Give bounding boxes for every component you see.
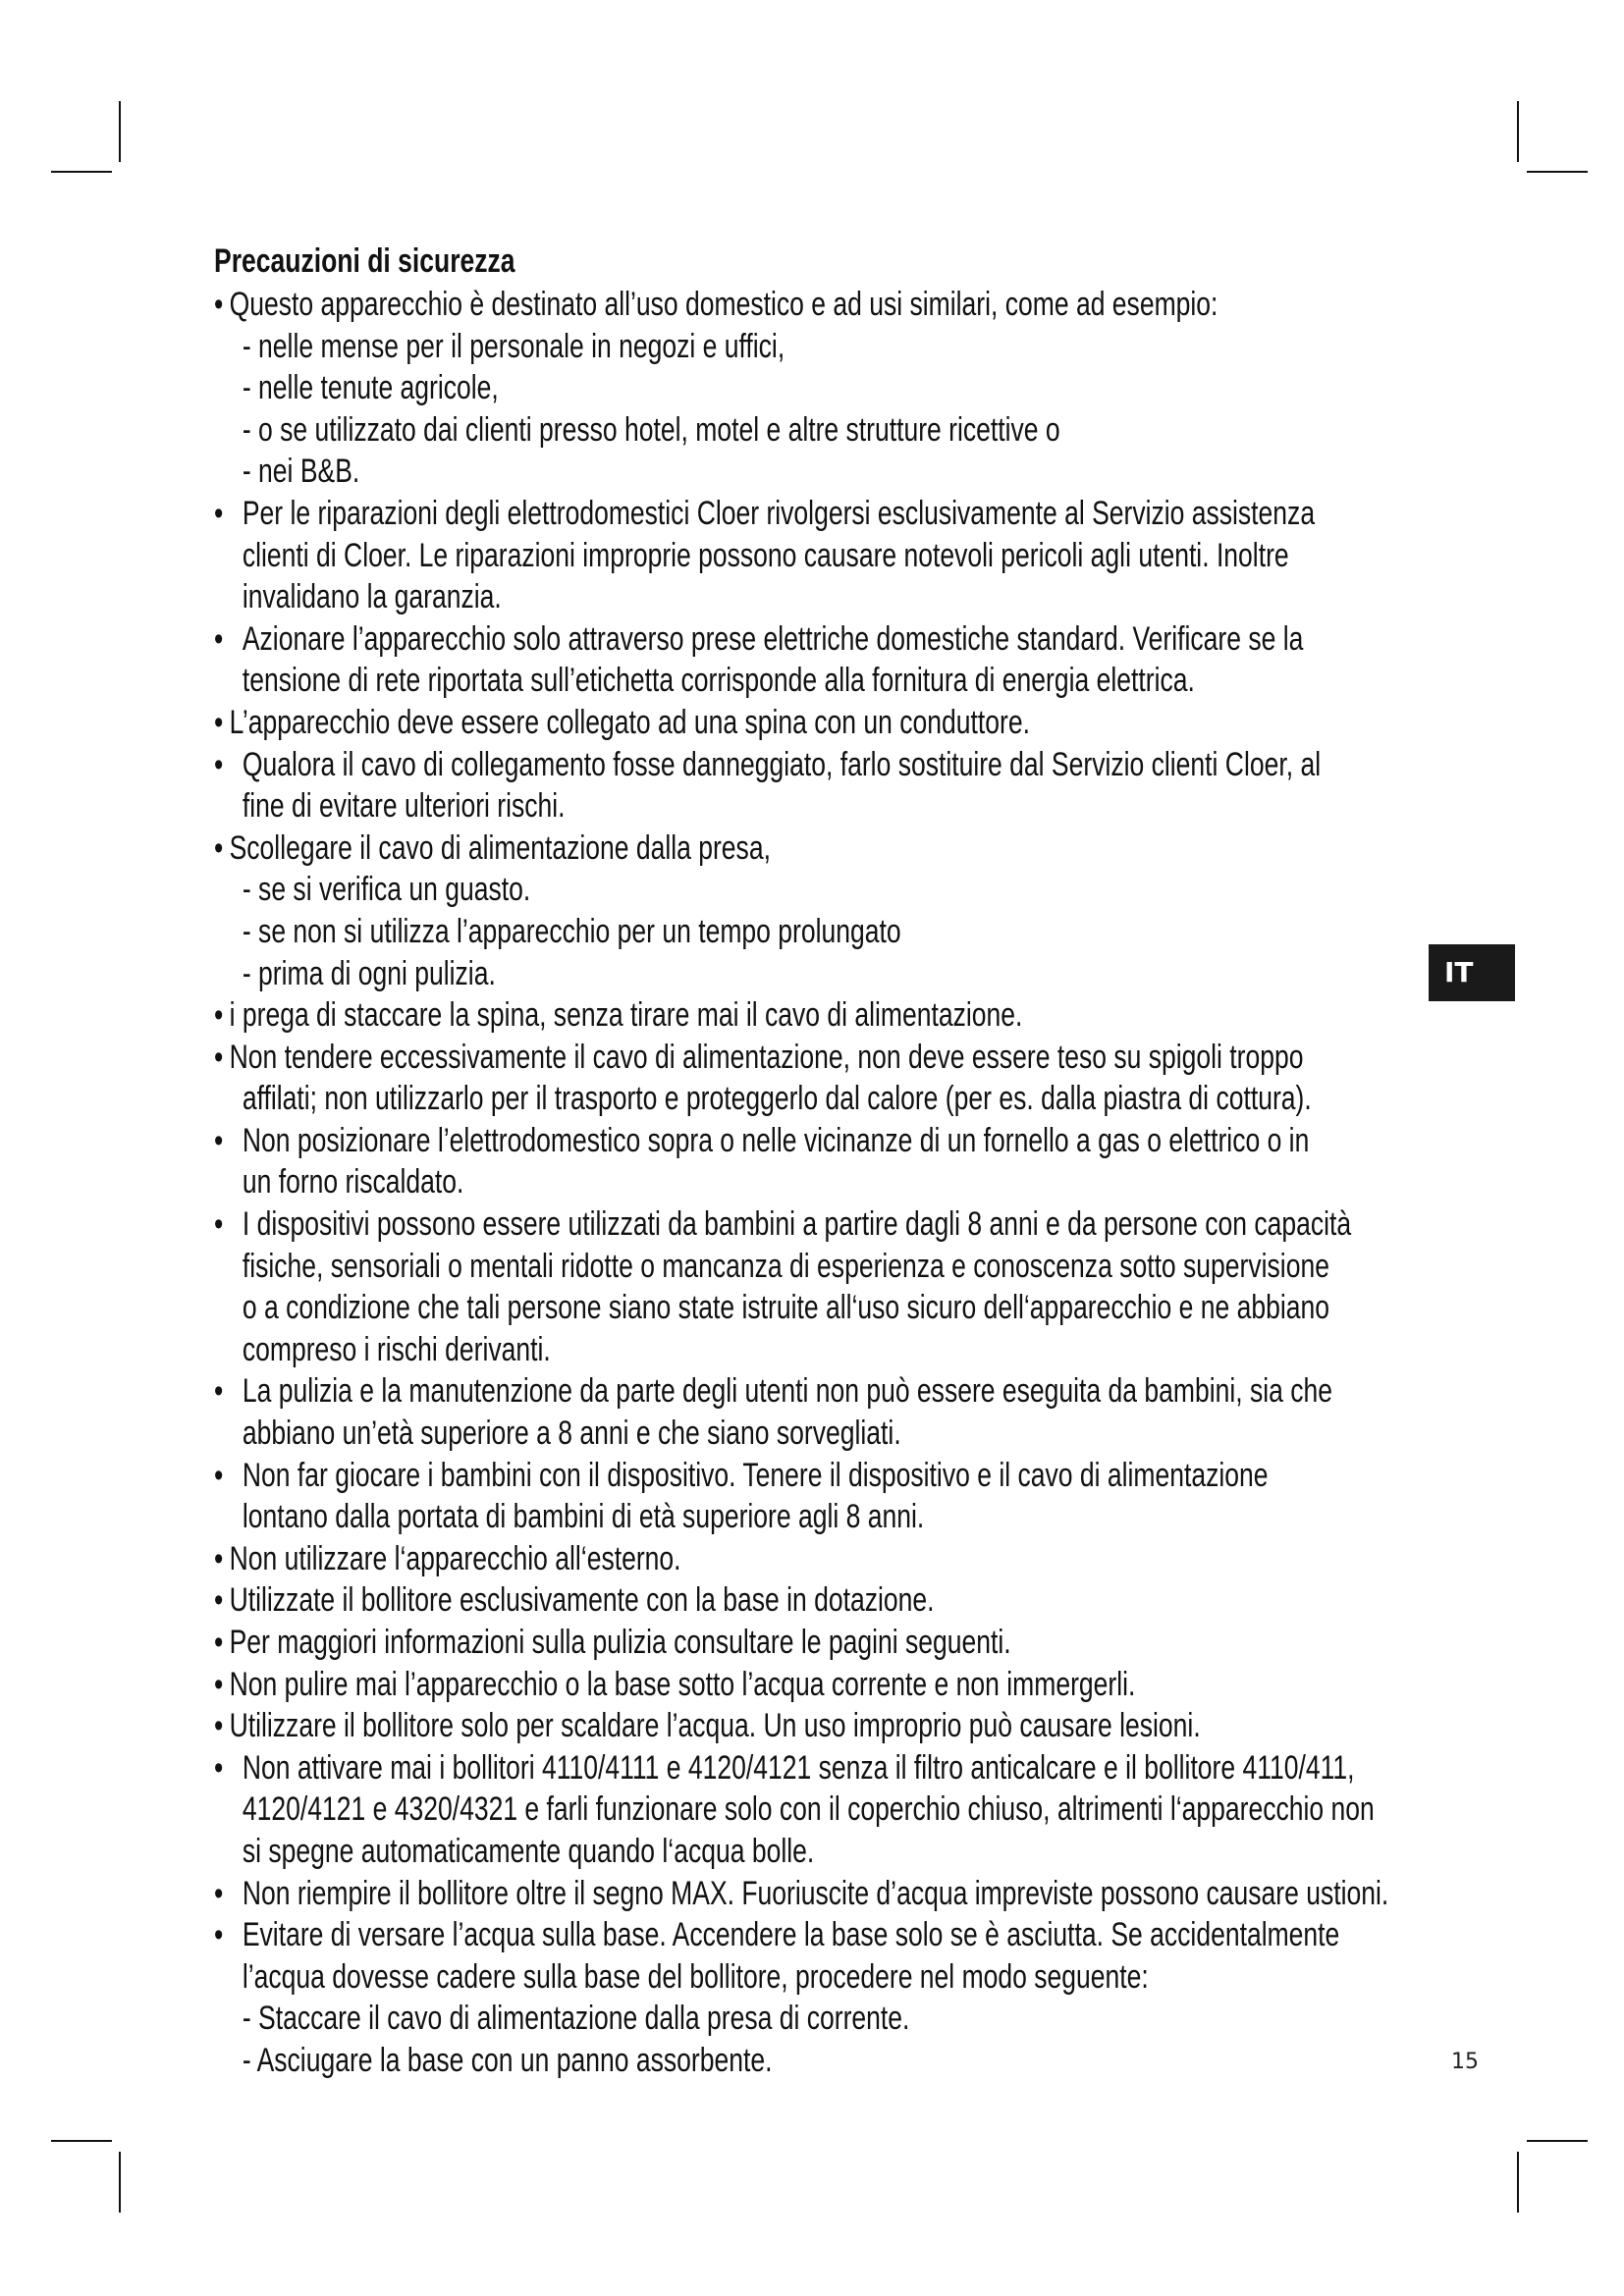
line-text: I dispositivi possono essere utilizzati da bambini a partire dagli 8 anni e da persone con capacità [242, 1205, 1352, 1244]
sub-item-line [214, 409, 1454, 452]
line-text: La pulizia e la manutenzione da parte degli utenti non può essere eseguita da bambini, sia che [242, 1372, 1333, 1411]
line-text: Non tendere eccessivamente il cavo di alimentazione, non deve essere teso su spigoli troppo [229, 1038, 1304, 1076]
bullet-marker: • [214, 1874, 224, 1912]
bullet-marker: • [214, 1205, 224, 1244]
continuation-line [214, 1956, 1454, 1999]
line-text: - o se utilizzato dai clienti presso hotel, motel e altre strutture ricettive o [242, 410, 1060, 449]
section-heading: Precauzioni di sicurezza [214, 242, 515, 280]
line-text: Non posizionare l’elettrodomestico sopra o nelle vicinanze di un fornello a gas o elettrico o in [242, 1121, 1310, 1159]
line-text: tensione di rete riportata sull’etichetta corrisponde alla fornitura di energia elettrica. [242, 662, 1195, 700]
line-text: Non far giocare i bambini con il dispositivo. Tenere il dispositivo e il cavo di alimentazione [242, 1456, 1269, 1494]
bullet-item-line [214, 1622, 1454, 1664]
crop-mark-bottom-left-horizontal [51, 2140, 112, 2142]
bullet-marker: • [214, 1121, 224, 1159]
line-text: - nei B&B. [242, 453, 360, 491]
bullet-marker: • [214, 1748, 224, 1787]
bullet-marker: • [214, 619, 224, 658]
bullet-marker: • [214, 1624, 224, 1661]
bullet-item-line [214, 1747, 1454, 1789]
line-text: 4120/4121 e 4320/4321 e farli funzionare solo con il coperchio chiuso, altrimenti l‘apparecchio non [242, 1790, 1375, 1829]
continuation-line [214, 1287, 1454, 1329]
line-text: Per le riparazioni degli elettrodomestici Cloer rivolgersi esclusivamente al Servizio assistenza [242, 494, 1316, 532]
bullet-item-line [214, 1664, 1454, 1706]
bullet-item-line [214, 1579, 1454, 1622]
line-text: Non pulire mai l’apparecchio o la base sotto l’acqua corrente e non immergerli. [229, 1665, 1136, 1703]
crop-mark-bottom-left-vertical [119, 2152, 121, 2213]
language-tab: IT [1429, 944, 1515, 1001]
line-text: clienti di Cloer. Le riparazioni improprie possono causare notevoli pericoli agli utenti. Inoltre [242, 536, 1289, 574]
line-text: i prega di staccare la spina, senza tirare mai il cavo di alimentazione. [229, 996, 1023, 1035]
bullet-item-line [214, 618, 1454, 661]
line-text: - se si verifica un guasto. [242, 871, 531, 909]
continuation-line [214, 576, 1454, 618]
crop-mark-bottom-right-vertical [1517, 2152, 1519, 2213]
bullet-marker: • [214, 1916, 224, 1954]
continuation-line [214, 1078, 1454, 1120]
continuation-line [214, 1789, 1454, 1831]
bullet-item-line [214, 1203, 1454, 1246]
line-text: lontano dalla portata di bambini di età superiore agli 8 anni. [242, 1498, 925, 1536]
line-text: - nelle tenute agricole, [242, 369, 499, 407]
safety-precautions-section [214, 239, 1456, 2082]
bullet-item-line [214, 1037, 1454, 1079]
line-text: - se non si utilizza l’apparecchio per un tempo prolungato [242, 912, 901, 950]
crop-mark-top-right-horizontal [1527, 171, 1588, 173]
bullet-item-line [214, 702, 1454, 744]
continuation-line [214, 1329, 1454, 1371]
line-text: fine di evitare ulteriori rischi. [242, 787, 566, 826]
bullet-marker: • [214, 1707, 224, 1745]
line-text: Non attivare mai i bollitori 4110/4111 e 4120/4121 senza il filtro anticalcare e il bollitore 4110/411, [242, 1748, 1355, 1787]
bullet-marker: • [214, 1372, 224, 1411]
crop-mark-top-left-vertical [119, 101, 121, 162]
continuation-line [214, 1413, 1454, 1455]
continuation-line [214, 1496, 1454, 1538]
continuation-line [214, 1831, 1454, 1873]
bullet-item-line [214, 744, 1454, 786]
line-text: Azionare l’apparecchio solo attraverso prese elettriche domestiche standard. Verificare se la [242, 619, 1304, 658]
bullet-item-line [214, 493, 1454, 535]
line-text: L’apparecchio deve essere collegato ad una spina con un conduttore. [229, 703, 1030, 741]
line-text: compreso i rischi derivanti. [242, 1330, 551, 1368]
line-text: - prima di ogni pulizia. [242, 954, 496, 992]
sub-item-line [214, 869, 1454, 911]
bullet-marker: • [214, 703, 224, 741]
line-text: un forno riscaldato. [242, 1163, 464, 1201]
sub-item-line [214, 367, 1454, 409]
sub-item-line [214, 2040, 1454, 2082]
bullet-marker: • [214, 745, 224, 783]
line-text: Evitare di versare l’acqua sulla base. Accendere la base solo se è asciutta. Se accidentalmente [242, 1916, 1340, 1954]
bullet-marker: • [214, 1456, 224, 1494]
bullet-marker: • [214, 1038, 224, 1076]
sub-item-line [214, 451, 1454, 493]
bullet-marker: • [214, 494, 224, 532]
bullet-marker: • [214, 1581, 224, 1620]
line-text: o a condizione che tali persone siano state istruite all‘uso sicuro dell‘apparecchio e ne abbiano [242, 1289, 1330, 1327]
line-text: abbiano un’età superiore a 8 anni e che siano sorvegliati. [242, 1415, 901, 1453]
line-text: Qualora il cavo di collegamento fosse danneggiato, farlo sostituire dal Servizio clienti Cloer, al [242, 745, 1322, 783]
line-text: si spegne automaticamente quando l‘acqua bolle. [242, 1832, 815, 1870]
crop-mark-top-right-vertical [1517, 101, 1519, 162]
sub-item-line [214, 953, 1454, 995]
line-text: l’acqua dovesse cadere sulla base del bollitore, procedere nel modo seguente: [242, 1957, 1149, 1996]
bullet-item-line [214, 1705, 1454, 1747]
bullet-item-line [214, 1370, 1454, 1413]
line-text: - nelle mense per il personale in negozi e uffici, [242, 327, 785, 365]
continuation-line [214, 660, 1454, 702]
bullet-item-line [214, 1538, 1454, 1580]
bullet-marker: • [214, 828, 224, 867]
crop-mark-top-left-horizontal [51, 171, 112, 173]
line-text: Per maggiori informazioni sulla pulizia consultare le pagini seguenti. [229, 1624, 1011, 1661]
bullet-item-line [214, 284, 1454, 326]
line-text: Scollegare il cavo di alimentazione dalla presa, [229, 828, 771, 867]
line-text: Questo apparecchio è destinato all’uso domestico e ad usi similari, come ad esempio: [229, 286, 1218, 323]
bullet-marker: • [214, 1539, 224, 1577]
continuation-line [214, 785, 1454, 828]
bullet-marker: • [214, 996, 224, 1035]
page-number: 15 [1451, 2050, 1479, 2074]
line-text: affilati; non utilizzarlo per il trasporto e proteggerlo dal calore (per es. dalla piastra di cottura). [242, 1080, 1312, 1118]
precautions-list [214, 284, 1456, 2082]
line-text: Non riempire il bollitore oltre il segno MAX. Fuoriuscite d’acqua impreviste possono causare ustioni. [242, 1874, 1389, 1912]
sub-item-line [214, 911, 1454, 953]
line-text: Utilizzate il bollitore esclusivamente con la base in dotazione. [229, 1581, 935, 1620]
sub-item-line [214, 1998, 1454, 2040]
line-text: fisiche, sensoriali o mentali ridotte o mancanza di esperienza e conoscenza sotto supervisione [242, 1247, 1329, 1285]
continuation-line [214, 1246, 1454, 1288]
bullet-item-line [214, 828, 1454, 870]
bullet-marker: • [214, 286, 224, 323]
continuation-line [214, 535, 1454, 577]
bullet-item-line [214, 1455, 1454, 1497]
bullet-item-line [214, 1873, 1454, 1915]
crop-mark-bottom-right-horizontal [1527, 2140, 1588, 2142]
continuation-line [214, 1161, 1454, 1203]
line-text: Utilizzare il bollitore solo per scaldare l’acqua. Un uso improprio può causare lesioni. [229, 1707, 1201, 1745]
line-text: Non utilizzare l‘apparecchio all‘esterno. [229, 1539, 681, 1577]
line-text: invalidano la garanzia. [242, 578, 502, 616]
bullet-item-line [214, 994, 1454, 1037]
bullet-marker: • [214, 1665, 224, 1703]
line-text: - Staccare il cavo di alimentazione dalla presa di corrente. [242, 2000, 910, 2038]
bullet-item-line [214, 1914, 1454, 1956]
line-text: - Asciugare la base con un panno assorbente. [242, 2041, 773, 2079]
bullet-item-line [214, 1120, 1454, 1162]
sub-item-line [214, 326, 1454, 368]
